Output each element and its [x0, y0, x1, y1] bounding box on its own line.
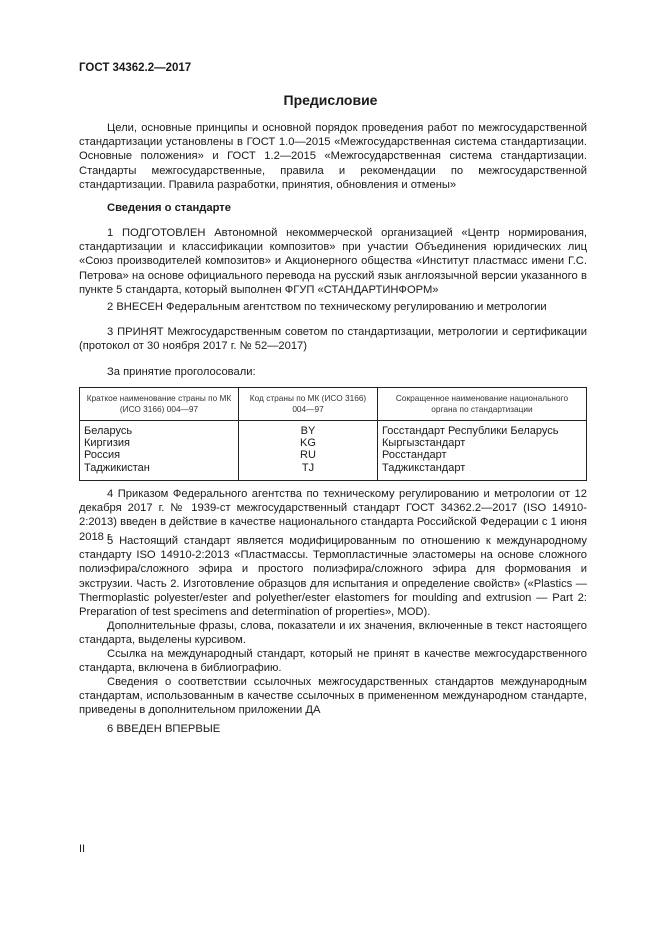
item-2-paragraph: 2 ВНЕСЕН Федеральным агентством по техническому регулированию и метрологии	[107, 301, 547, 313]
country-code: BY	[300, 425, 316, 437]
vote-table-header-code: Код страны по МК (ИСО 3166) 004—97	[239, 388, 378, 421]
vote-intro: За принятие проголосовали:	[107, 366, 256, 378]
page-number: II	[79, 843, 86, 855]
code-column	[239, 421, 378, 481]
vote-table-header-body: Сокращенное наименование национального органа по стандартизации	[378, 388, 587, 421]
vote-table-body	[80, 421, 587, 481]
standards-body: Таджикстандарт	[382, 461, 466, 474]
country-column	[80, 421, 239, 481]
body-column	[378, 421, 587, 481]
section-heading: Сведения о стандарте	[107, 202, 231, 214]
country-name: Киргизия	[84, 437, 130, 450]
vote-table-header-country: Краткое наименование страны по МК (ИСО 3166) 004—97	[80, 388, 239, 421]
vote-table	[79, 387, 587, 481]
country-code: RU	[300, 449, 316, 462]
item-4-paragraph: 4 Приказом Федерального агентства по техническому регулированию и метрологии от 12 декабря 2017 г. № 1939-ст межгосударственный стандарт ГОСТ 34362.2—2017 (ISO 14910-2:2013) введен в действие в качестве национального стандарта Российской Федерации с 1 июня 2018 г.	[79, 488, 587, 543]
item-1-paragraph: 1 ПОДГОТОВЛЕН Автономной некоммерческой организацией «Центр нормирования, стандартизации и классификации композитов» при участии Объединения юридических лиц «Союз производителей композитов» и Акционерного общества «Институт пластмасс имени Г.С. Петрова» на основе официального перевода на русский язык англоязычной версии указанного в пункте 5 стандарта, который выполнен ФГУП «СТАНДАРТИНФОРМ»	[79, 227, 587, 296]
standards-body: Росстандарт	[382, 449, 447, 462]
item-5-italic-note: Дополнительные фразы, слова, показатели и их значения, включенные в текст настоящего стандарта, выделены курсивом.	[79, 620, 587, 647]
item-6-paragraph: 6 ВВЕДЕН ВПЕРВЫЕ	[107, 723, 221, 735]
document-code: ГОСТ 34362.2—2017	[79, 62, 192, 74]
intro-paragraph: Цели, основные принципы и основной порядок проведения работ по межгосударственной стандартизации установлены в ГОСТ 1.0—2015 «Межгосударственная система стандартизации. Основные положения» и ГОСТ 1.2—2015 «Межгосударственная система стандартизации. Стандарты межгосударственные, правила и рекомендации по межгосударственной стандартизации. Правила разработки, принятия, обновления и отмены»	[79, 122, 587, 191]
country-name: Таджикистан	[84, 461, 150, 474]
country-name: Россия	[84, 449, 121, 462]
standards-body: Кыргызстандарт	[382, 437, 466, 450]
item-3-paragraph: 3 ПРИНЯТ Межгосударственным советом по стандартизации, метрологии и сертификации (протокол от 30 ноября 2017 г. № 52—2017)	[79, 326, 587, 353]
item-5-paragraph: 5 Настоящий стандарт является модифицированным по отношению к международному стандарту ISO 14910-2:2013 «Пластмассы. Термопластичные эластомеры на основе сложного полиэфира/сложного эфира и простого полиэфира/сложного эфира для формования и экструзии. Часть 2. Изготовление образцов для испытания и определение свойств» («Plastics — Thermoplastic polyester/ester and polyether/ester elastomers for moulding and extrusion — Part 2: Preparation of test specimens and determination of properties», MOD).	[79, 535, 587, 619]
standards-body: Госстандарт Республики Беларусь	[382, 425, 559, 437]
item-5-bibliography-note: Ссылка на международный стандарт, который не принят в качестве межгосударственного стандарта, включена в библиографию.	[79, 648, 587, 675]
country-code: KG	[300, 437, 316, 450]
page-title: Предисловие	[283, 92, 378, 108]
country-name: Беларусь	[84, 425, 133, 437]
country-code: TJ	[301, 461, 315, 474]
item-5-annex-note: Сведения о соответствии ссылочных межгосударственных стандартов международным стандартам, использованным в качестве ссылочных в примененном международном стандарте, приведены в дополнительном приложении ДА	[79, 676, 587, 717]
